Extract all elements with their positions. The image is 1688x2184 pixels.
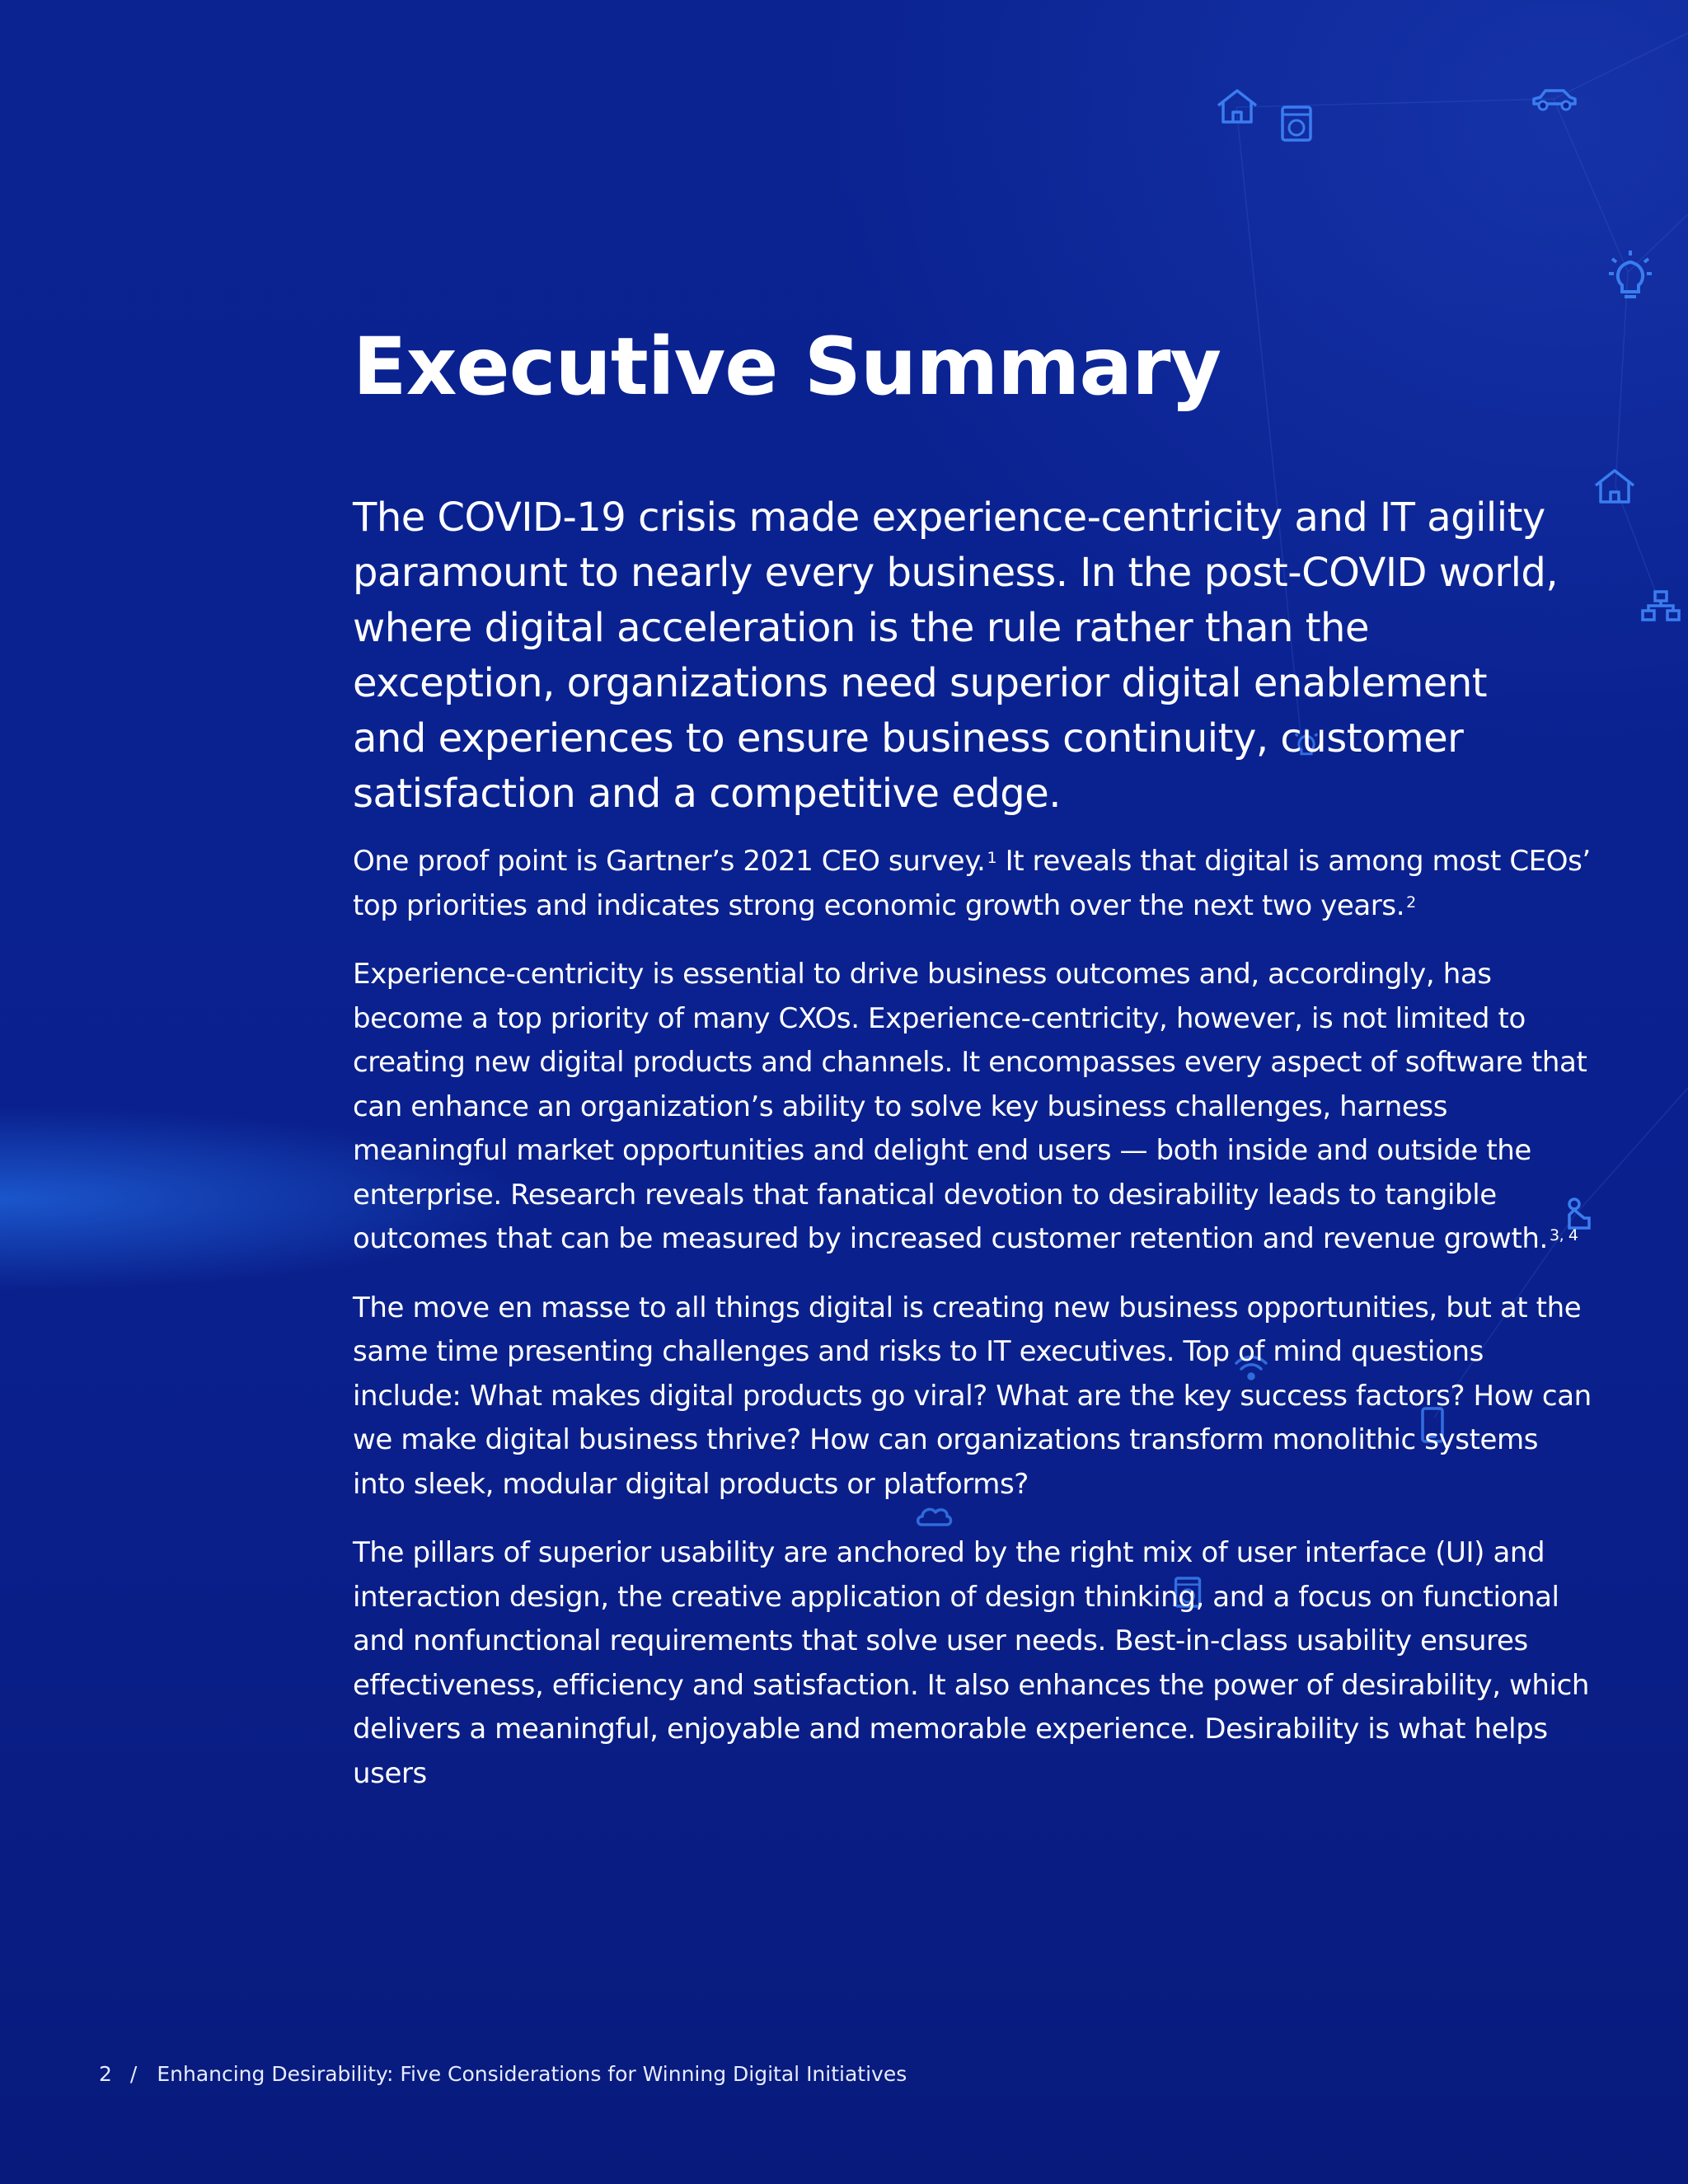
executive-summary-section	[353, 313, 1597, 1796]
paragraph-text: Experience-centricity is essential to drive business outcomes and, accordingly, has become a top priority of many CXOs. Experience-centricity, however, is not limited to creating new digital products and channels. It encompasses every aspect of software that can enhance an organization’s ability to solve key business challenges, harness meaningful market opportunities and delight end users — both inside and outside the enterprise. Research reveals that fanatical devotion to desirability leads to tangible outcomes that can be measured by increased customer retention and revenue growth.	[353, 958, 1587, 1255]
network-icon	[1640, 589, 1681, 622]
home-icon	[1592, 467, 1637, 505]
footnote-ref-3-4[interactable]: 3, 4	[1549, 1226, 1578, 1244]
body-paragraph-2	[353, 953, 1597, 1262]
document-title: Enhancing Desirability: Five Considerations for Winning Digital Initiatives	[157, 2062, 907, 2086]
body-paragraph-3: The move en masse to all things digital is creating new business opportunities, but at the same time presenting challenges and risks to IT executives. Top of mind questions include: What makes digital products go viral? What are the key success factors? How can we make digital business thrive? How can organizations transform monolithic systems into sleek, modular digital products or platforms?	[353, 1291, 1592, 1501]
washing-machine-icon	[1280, 105, 1313, 143]
lightbulb-icon	[1607, 247, 1653, 302]
page-footer	[99, 2062, 907, 2086]
home-icon	[1215, 87, 1259, 125]
body-paragraph-4: The pillars of superior usability are anchored by the right mix of user interface (UI) and interaction design, the creative application of design thinking, and a focus on functional and nonfunctional requirements that solve user needs. Best-in-class usability ensures effectiveness, efficiency and satisfaction. It also enhances the power of desirability, which delivers a meaningful, enjoyable and memorable experience. Desirability is what helps users	[353, 1536, 1590, 1790]
lead-paragraph: The COVID-19 crisis made experience-centricity and IT agility paramount to nearly every business. In the post-COVID world, where digital acceleration is the rule rather than the exception, organizations need superior digital enablement and experiences to ensure business continuity, customer satisfaction and a competitive edge.	[353, 494, 1559, 817]
page-number: 2	[99, 2062, 112, 2086]
footnote-ref-2[interactable]: 2	[1406, 893, 1416, 912]
paragraph-text: One proof point is Gartner’s 2021 CEO survey.	[353, 845, 986, 878]
page-title: Executive Summary	[353, 321, 1221, 413]
paragraph-text: It reveals that digital is among most CEOs’ top priorities and indicates strong economic growth over the next two years.	[353, 845, 1591, 922]
footnote-ref-1[interactable]: 1	[987, 849, 997, 867]
car-icon	[1531, 87, 1578, 112]
footer-separator: /	[129, 2062, 138, 2086]
body-paragraph-1	[353, 840, 1597, 928]
